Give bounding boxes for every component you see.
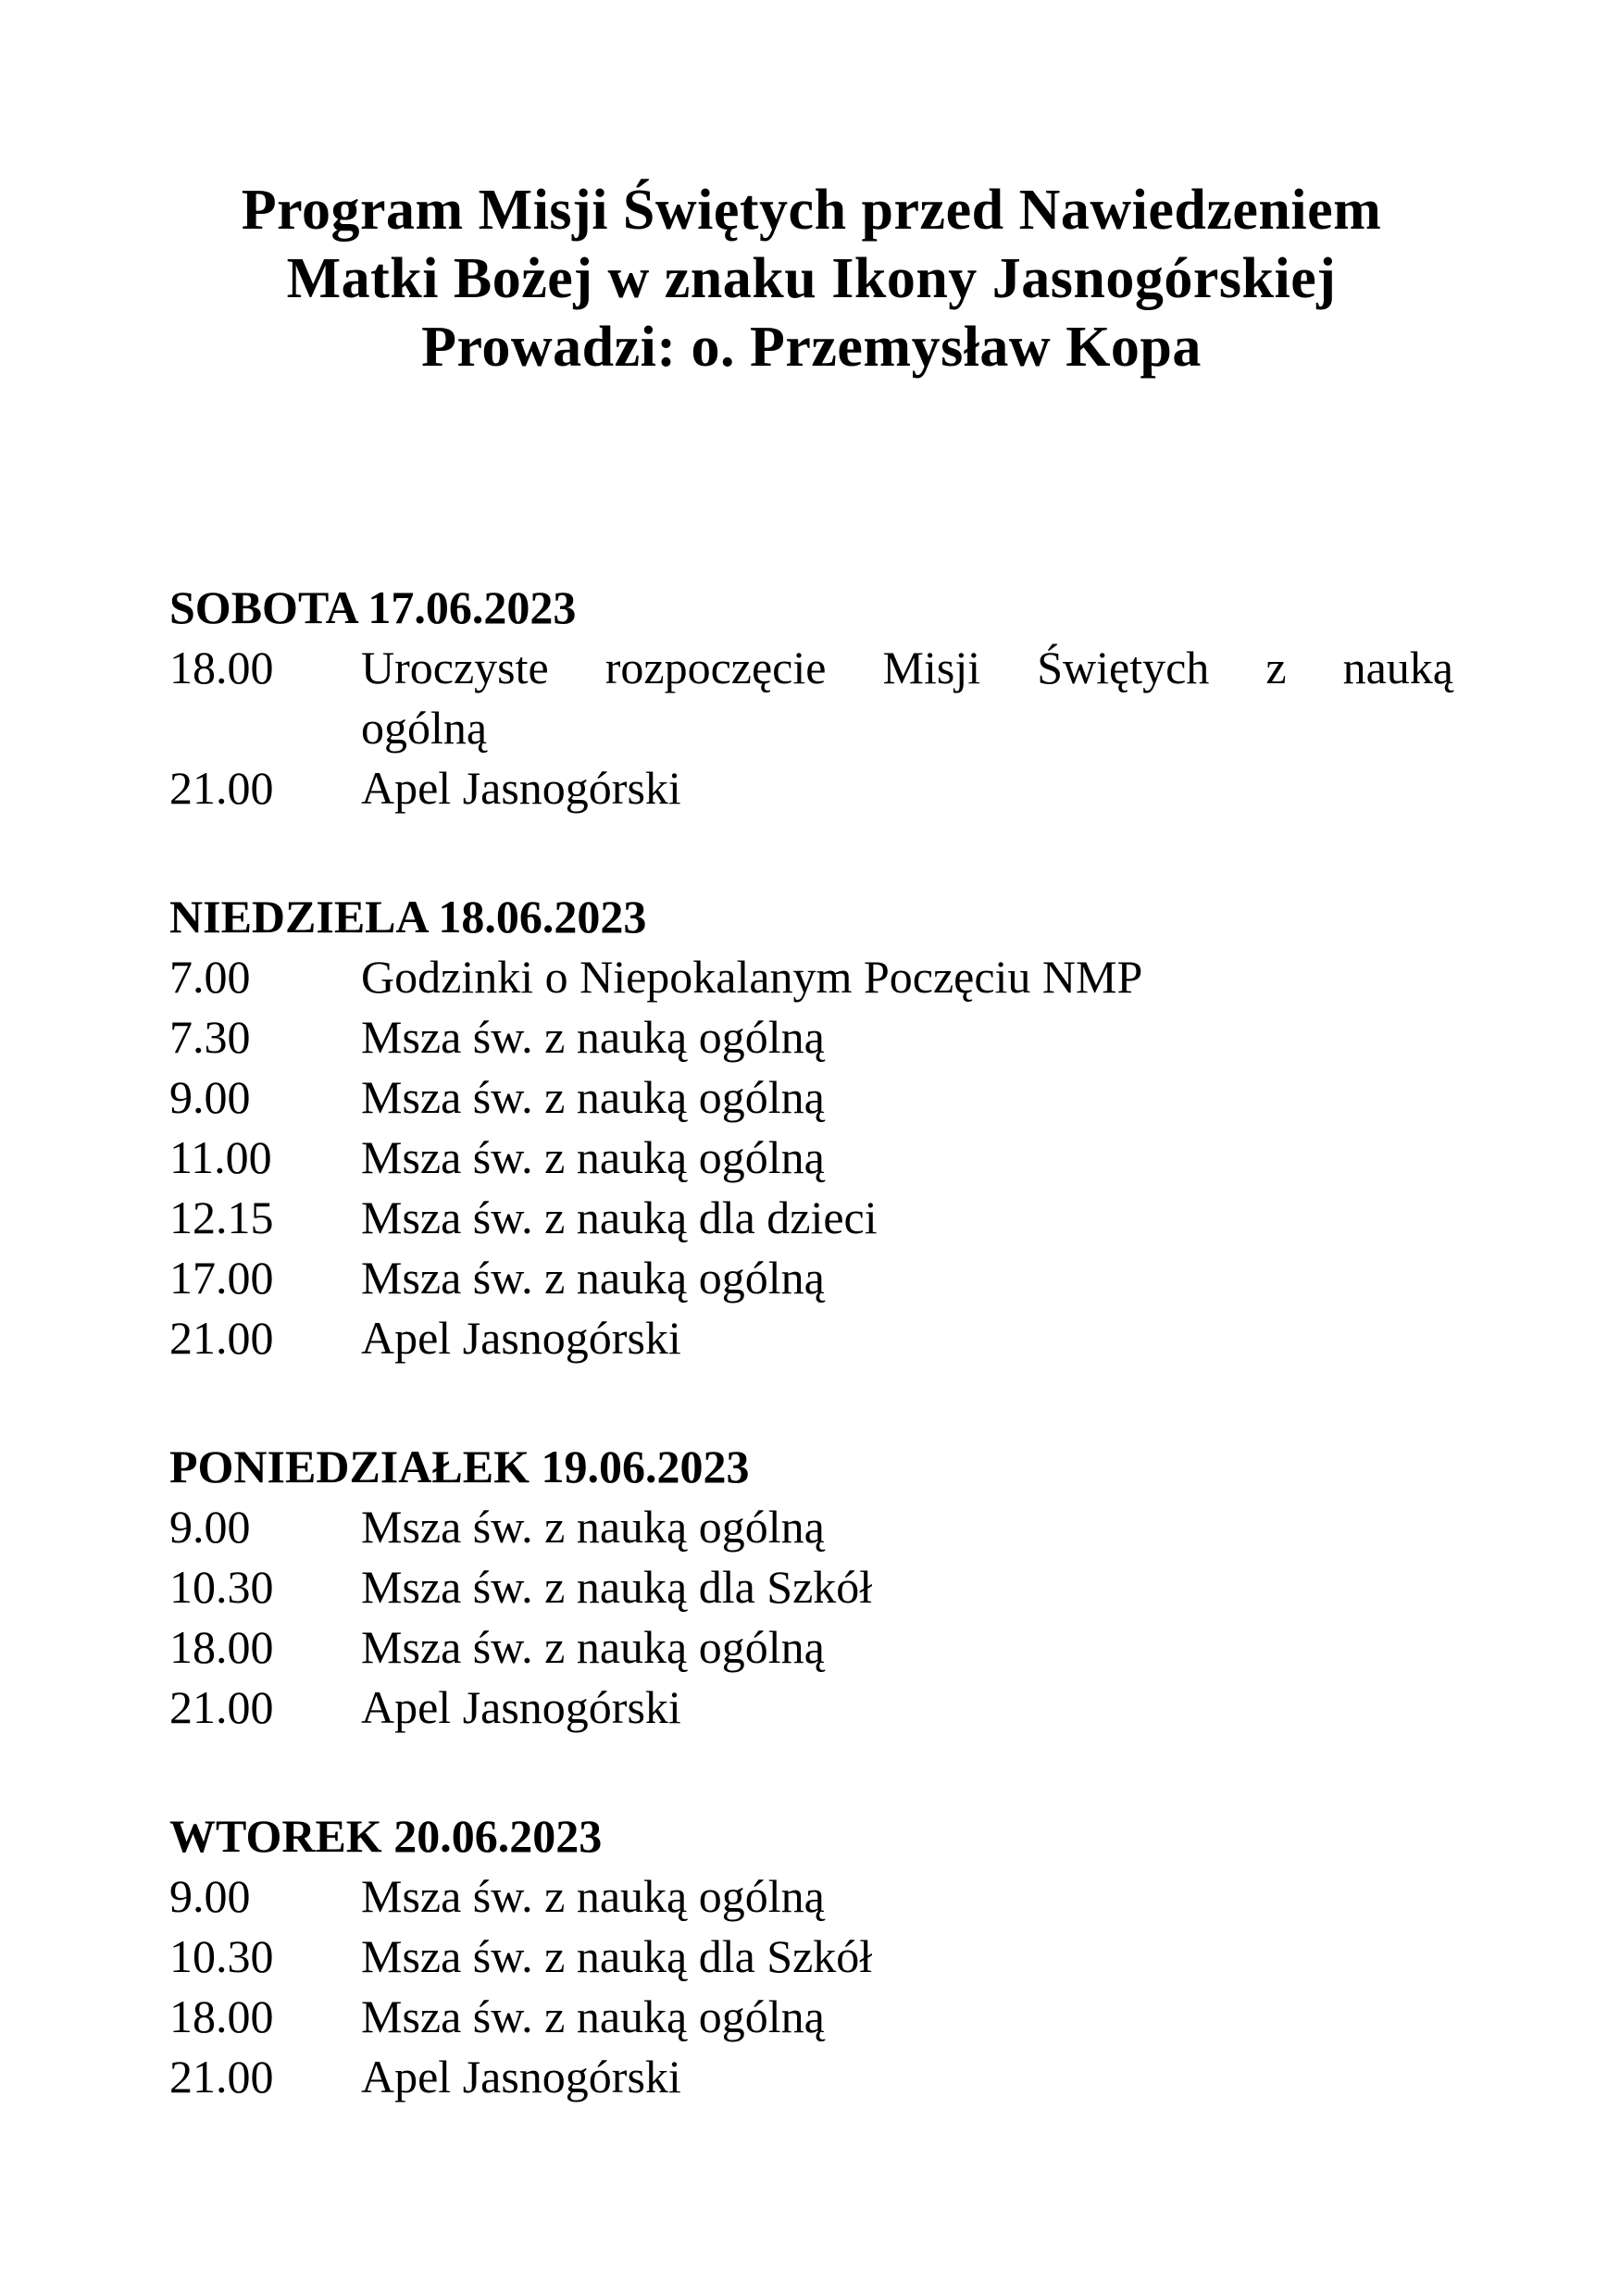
schedule-section	[169, 578, 1453, 818]
entry-time: 21.00	[169, 2051, 274, 2103]
section-entries	[169, 947, 1453, 1368]
entry-description: Msza św. z nauką dla Szkół	[361, 1930, 873, 1982]
section-entries	[169, 1497, 1453, 1738]
schedule-entry	[169, 1188, 1453, 1248]
schedule-entry	[169, 1248, 1453, 1308]
entry-description-line: Uroczyste rozpoczęcie Misji Świętych z nauką	[361, 642, 1453, 693]
entry-description: Apel Jasnogórski	[361, 1312, 681, 1364]
schedule-entry	[169, 1128, 1453, 1188]
section-heading: NIEDZIELA 18.06.2023	[169, 891, 647, 942]
entry-time: 10.30	[169, 1930, 274, 1982]
entry-time: 17.00	[169, 1252, 274, 1304]
entry-time: 7.00	[169, 951, 251, 1003]
schedule-entry	[169, 1678, 1453, 1738]
schedule-entry	[169, 1557, 1453, 1617]
entry-time: 18.00	[169, 1621, 274, 1673]
entry-time: 7.30	[169, 1011, 251, 1063]
section-heading: WTOREK 20.06.2023	[169, 1810, 603, 1862]
schedule-entry	[169, 1927, 1453, 1987]
entry-description: Msza św. z nauką ogólną	[361, 1870, 825, 1922]
title-line: Program Misji Świętych przed Nawiedzeniem	[241, 179, 1382, 242]
schedule-entry	[169, 1866, 1453, 1927]
schedule-entry	[169, 1067, 1453, 1128]
schedule-entry	[169, 1987, 1453, 2047]
document-title	[169, 176, 1453, 381]
entry-description: Apel Jasnogórski	[361, 2051, 681, 2103]
schedule-entry	[169, 758, 1453, 818]
title-line: Matki Bożej w znaku Ikony Jasnogórskiej	[286, 247, 1337, 310]
entry-description: Msza św. z nauką ogólną	[361, 1990, 825, 2042]
entry-time: 12.15	[169, 1192, 274, 1243]
schedule-section	[169, 887, 1453, 1368]
entry-description: Msza św. z nauką ogólną	[361, 1071, 825, 1123]
title-line: Prowadzi: o. Przemysław Kopa	[421, 316, 1202, 379]
entry-description: Msza św. z nauką ogólną	[361, 1501, 825, 1553]
entry-time: 21.00	[169, 762, 274, 814]
entry-description-line: ogólną	[361, 702, 488, 754]
entry-description: Msza św. z nauką ogólną	[361, 1011, 825, 1063]
schedule-entry	[169, 638, 1453, 758]
entry-description: Msza św. z nauką ogólną	[361, 1621, 825, 1673]
section-heading: SOBOTA 17.06.2023	[169, 581, 577, 633]
schedule-entry	[169, 947, 1453, 1007]
entry-description: Msza św. z nauką ogólną	[361, 1131, 825, 1183]
entry-description	[361, 638, 1453, 758]
entry-description: Msza św. z nauką dla dzieci	[361, 1192, 878, 1243]
schedule-entry	[169, 1308, 1453, 1368]
entry-time: 10.30	[169, 1561, 274, 1613]
schedule-entry	[169, 1617, 1453, 1678]
entry-description: Apel Jasnogórski	[361, 1681, 681, 1733]
entry-description: Godzinki o Niepokalanym Poczęciu NMP	[361, 951, 1143, 1003]
schedule-entry	[169, 1497, 1453, 1557]
entry-time: 21.00	[169, 1312, 274, 1364]
entry-description: Apel Jasnogórski	[361, 762, 681, 814]
entry-time: 21.00	[169, 1681, 274, 1733]
schedule-section	[169, 1806, 1453, 2107]
schedule-section	[169, 1437, 1453, 1738]
schedule-entry	[169, 2047, 1453, 2107]
section-entries	[169, 1866, 1453, 2107]
entry-description: Msza św. z nauką ogólną	[361, 1252, 825, 1304]
section-entries	[169, 638, 1453, 818]
entry-description: Msza św. z nauką dla Szkół	[361, 1561, 873, 1613]
entry-time: 9.00	[169, 1501, 251, 1553]
entry-time: 9.00	[169, 1870, 251, 1922]
schedule-sections	[169, 578, 1453, 2107]
schedule-entry	[169, 1007, 1453, 1067]
section-heading: PONIEDZIAŁEK 19.06.2023	[169, 1441, 750, 1492]
entry-time: 18.00	[169, 1990, 274, 2042]
entry-time: 18.00	[169, 642, 274, 693]
entry-time: 9.00	[169, 1071, 251, 1123]
entry-time: 11.00	[169, 1131, 272, 1183]
